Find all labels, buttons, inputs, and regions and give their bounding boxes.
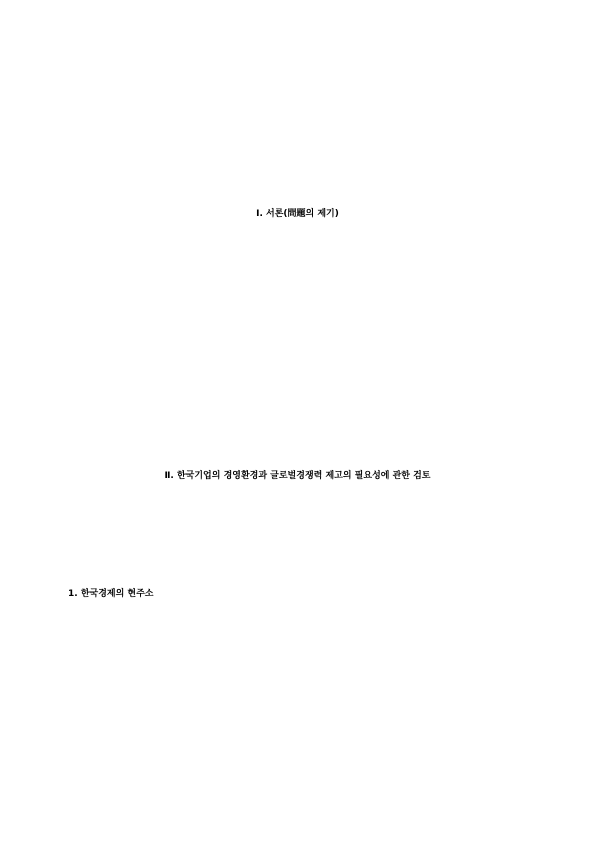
subsection-heading: 1. 한국경제의 현주소 xyxy=(68,589,154,599)
section-heading-introduction: Ⅰ. 서론(問題의 제기) xyxy=(256,209,339,219)
section-heading-competitiveness: Ⅱ. 한국기업의 경영환경과 글로벌경쟁력 제고의 필요성에 관한 검토 xyxy=(164,471,431,481)
